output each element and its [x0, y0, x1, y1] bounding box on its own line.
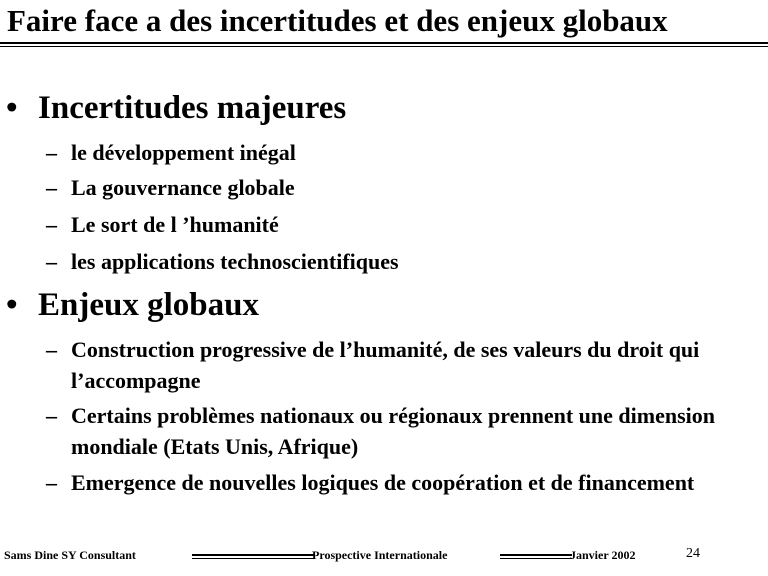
section-heading-text: Incertitudes majeures [38, 90, 347, 126]
bullet-icon: • [6, 287, 18, 323]
footer-divider-thin [192, 558, 314, 559]
list-item-text: le développement inégal [71, 140, 296, 165]
list-item [46, 137, 746, 168]
slide-footer [0, 540, 768, 570]
list-item [46, 400, 746, 462]
dash-icon: – [46, 140, 57, 165]
dash-icon: – [46, 249, 57, 274]
dash-icon: – [46, 175, 57, 200]
list-item [46, 334, 746, 396]
list-item-text: Construction progressive de l’humanité, de ses valeurs du droit qui l’accompagne [71, 337, 700, 393]
list-item-text: La gouvernance globale [71, 175, 295, 200]
footer-author: Sams Dine SY Consultant [4, 548, 136, 562]
footer-date: Janvier 2002 [570, 548, 636, 562]
section-heading-text: Enjeux globaux [38, 287, 259, 323]
footer-divider [500, 554, 572, 556]
list-item [46, 172, 746, 203]
list-item-text: Emergence de nouvelles logiques de coopération et de financement [71, 470, 695, 495]
list-item [46, 209, 746, 240]
page-number: 24 [686, 546, 700, 561]
dash-icon: – [46, 403, 57, 428]
list-item-text: les applications technoscientifiques [71, 249, 399, 274]
list-item-text: Le sort de l ’humanité [71, 212, 279, 237]
title-rule-thin [0, 46, 768, 47]
slide-title: Faire face a des incertitudes et des enjeux globaux [7, 3, 668, 38]
footer-divider-thin [500, 558, 572, 559]
dash-icon: – [46, 212, 57, 237]
list-item [46, 246, 746, 277]
bullet-icon: • [6, 90, 18, 126]
dash-icon: – [46, 470, 57, 495]
footer-subject: Prospective Internationale [312, 548, 448, 562]
list-item-text: Certains problèmes nationaux ou régionaux prennent une dimension mondiale (Etats Unis, Afrique) [71, 403, 715, 459]
list-item [46, 467, 746, 498]
dash-icon: – [46, 337, 57, 362]
title-rule [0, 42, 768, 44]
footer-divider [192, 554, 314, 556]
